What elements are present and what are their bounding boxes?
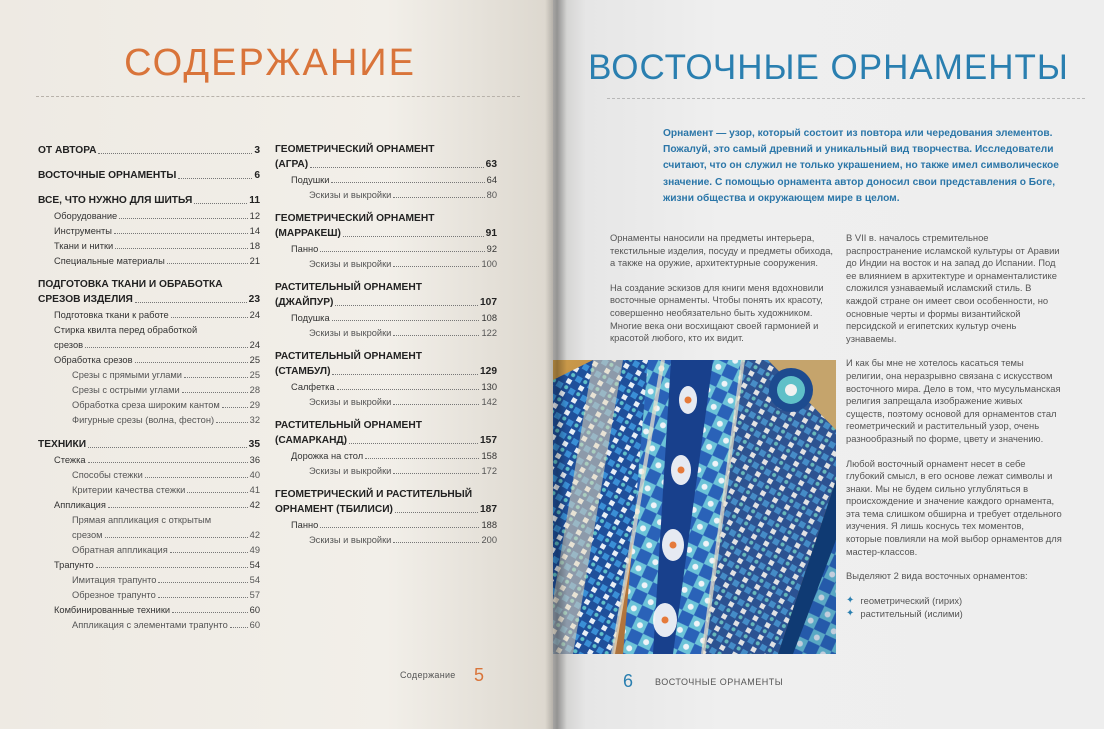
toc-entry[interactable] (275, 309, 497, 324)
toc-leader-dots (393, 473, 479, 474)
toc-page-number: 23 (248, 294, 260, 305)
toc-page-number: 24 (249, 340, 260, 350)
title-divider (36, 96, 520, 97)
toc-entry-title: РАСТИТЕЛЬНЫЙ ОРНАМЕНТ (275, 351, 422, 362)
toc-page-number: 188 (481, 520, 497, 530)
toc-entry[interactable] (275, 142, 497, 156)
toc-entry[interactable] (38, 277, 260, 291)
toc-gap (38, 182, 260, 192)
text-column-a (610, 232, 836, 357)
toc-column-1 (38, 142, 260, 631)
toc-entry-title: ВСЕ, ЧТО НУЖНО ДЛЯ ШИТЬЯ (38, 195, 193, 206)
toc-entry-title: Оборудование (54, 211, 118, 221)
toc-page-number: 12 (249, 211, 260, 221)
toc-entry[interactable] (275, 211, 497, 225)
paragraph: В VII в. началось стремительное распространение исламской культуры от Аравии до Индии на восток и на запад до Испании. Под ее влиянием в архитектуре и орнаменталистике сложился узнаваемый исламский стиль. В каждой стране он имеет свои особенности, но основные черты и формы византийской персидской и египетских культур очень узнаваемы. (846, 232, 1060, 344)
toc-leader-dots (320, 251, 484, 252)
toc-leader-dots (108, 507, 248, 508)
toc-page-number: 32 (249, 415, 260, 425)
toc-entry-title: Подготовка ткани к работе (54, 310, 169, 320)
toc-entry-title: РАСТИТЕЛЬНЫЙ ОРНАМЕНТ (275, 282, 422, 293)
toc-entry-title: Комбинированные техники (54, 605, 171, 615)
toc-entry-title: Эскизы и выкройки (309, 535, 392, 545)
toc-page-number: 35 (248, 439, 260, 450)
toc-entry[interactable] (38, 366, 260, 381)
toc-entry-title: (СТАМБУЛ) (275, 366, 331, 377)
footer-section-label: ВОСТОЧНЫЕ ОРНАМЕНТЫ (655, 677, 784, 687)
toc-entry-title: Салфетка (291, 382, 335, 392)
toc-entry-title: Аппликация (54, 500, 106, 510)
toc-entry-title: ПОДГОТОВКА ТКАНИ И ОБРАБОТКА (38, 279, 223, 290)
toc-entry[interactable] (38, 436, 260, 451)
toc-leader-dots (114, 233, 248, 234)
toc-leader-dots (182, 392, 248, 393)
toc-page-number: 11 (249, 195, 260, 206)
toc-leader-dots (115, 248, 247, 249)
toc-gap (275, 201, 497, 211)
toc-entry[interactable] (38, 321, 260, 336)
toc-entry[interactable] (38, 586, 260, 601)
toc-entry[interactable] (38, 616, 260, 631)
toc-entry[interactable] (38, 526, 260, 541)
toc-entry[interactable] (275, 255, 497, 270)
toc-leader-dots (135, 362, 248, 363)
list-item-label: растительный (ислими) (860, 608, 963, 620)
toc-entry-title: СРЕЗОВ ИЗДЕЛИЯ (38, 294, 133, 305)
toc-page-number: 63 (485, 159, 497, 170)
toc-entry-title: Фигурные срезы (волна, фестон) (72, 415, 215, 425)
toc-entry[interactable] (38, 541, 260, 556)
toc-entry[interactable] (38, 511, 260, 526)
toc-gap (275, 339, 497, 349)
toc-leader-dots (194, 203, 247, 204)
toc-page-number: 91 (485, 228, 497, 239)
toc-page-number: 3 (254, 145, 260, 156)
toc-leader-dots (170, 552, 248, 553)
toc-leader-dots (145, 477, 248, 478)
toc-entry-title: ТЕХНИКИ (38, 439, 87, 450)
toc-page-number: 187 (480, 504, 497, 515)
toc-entry-title: (АГРА) (275, 159, 309, 170)
toc-entry[interactable] (275, 393, 497, 408)
toc-entry-title: Специальные материалы (54, 256, 165, 266)
toc-page-number: 60 (249, 620, 260, 630)
toc-entry-title: ОТ АВТОРА (38, 145, 97, 156)
toc-entry-title: Подушка (291, 313, 330, 323)
toc-page-number: 18 (249, 241, 260, 251)
toc-leader-dots (187, 492, 247, 493)
toc-page-number: 54 (249, 575, 260, 585)
toc-leader-dots (98, 153, 252, 154)
toc-entry-title: Инструменты (54, 226, 112, 236)
page-number-right: 6 (623, 671, 634, 691)
toc-entry[interactable] (275, 294, 497, 309)
toc-page-number: 49 (249, 545, 260, 555)
toc-gap (38, 157, 260, 167)
toc-entry-title: Стирка квилта перед обработкой (54, 325, 198, 335)
toc-leader-dots (332, 374, 478, 375)
toc-leader-dots (393, 335, 479, 336)
toc-leader-dots (158, 582, 247, 583)
toc-page-number: 29 (249, 400, 260, 410)
toc-entry[interactable] (38, 556, 260, 571)
footer-section-label: Содержание (400, 670, 456, 680)
toc-page-number: 107 (480, 297, 497, 308)
toc-gap (38, 267, 260, 277)
toc-entry-title: (САМАРКАНД) (275, 435, 348, 446)
toc-page-number: 129 (480, 366, 497, 377)
toc-page-number: 42 (249, 530, 260, 540)
toc-leader-dots (167, 263, 248, 264)
toc-entry[interactable] (275, 225, 497, 240)
toc-entry[interactable] (38, 252, 260, 267)
toc-entry[interactable] (275, 156, 497, 171)
toc-entry-title: срезов (54, 340, 84, 350)
star-bullet-icon: ✦ (846, 608, 855, 620)
toc-entry-title: Эскизы и выкройки (309, 397, 392, 407)
toc-entry[interactable] (38, 336, 260, 351)
toc-page-number: 142 (481, 397, 497, 407)
toc-page-number: 92 (486, 244, 497, 254)
toc-page-number: 41 (249, 485, 260, 495)
list-item (846, 595, 1062, 608)
toc-page-number: 108 (481, 313, 497, 323)
toc-entry[interactable] (275, 280, 497, 294)
toc-entry-title: Панно (291, 244, 319, 254)
toc-entry[interactable] (275, 240, 497, 255)
list-item-label: геометрический (гирих) (860, 594, 963, 606)
toc-page-number: 80 (486, 190, 497, 200)
toc-entry-title: Эскизы и выкройки (309, 259, 392, 269)
toc-entry[interactable] (38, 306, 260, 321)
toc-leader-dots (393, 266, 479, 267)
toc-page-number: 122 (481, 328, 497, 338)
toc-entry[interactable] (275, 487, 497, 501)
toc-entry-title: Эскизы и выкройки (309, 328, 392, 338)
toc-entry-title: Эскизы и выкройки (309, 466, 392, 476)
toc-leader-dots (85, 347, 248, 348)
toc-entry-title: ГЕОМЕТРИЧЕСКИЙ ОРНАМЕНТ (275, 213, 435, 224)
toc-entry-title: Эскизы и выкройки (309, 190, 392, 200)
toc-entry-title: Прямая аппликация с открытым (72, 515, 212, 525)
toc-page-number: 25 (249, 370, 260, 380)
toc-page-number: 28 (249, 385, 260, 395)
mosaic-photo (553, 360, 836, 654)
page-right-ornaments (553, 0, 1104, 729)
toc-entry-title: Подушки (291, 175, 330, 185)
toc-entry-title: Срезы с острыми углами (72, 385, 180, 395)
toc-page-number: 24 (249, 310, 260, 320)
toc-entry[interactable] (38, 291, 260, 306)
toc-leader-dots (395, 512, 478, 513)
toc-page-number: 57 (249, 590, 260, 600)
toc-entry-title: ГЕОМЕТРИЧЕСКИЙ И РАСТИТЕЛЬНЫЙ (275, 489, 473, 500)
toc-page-number: 172 (481, 466, 497, 476)
toc-entry[interactable] (38, 222, 260, 237)
toc-leader-dots (230, 627, 248, 628)
ornament-types-list (846, 595, 1062, 621)
toc-entry-title: (ДЖАЙПУР) (275, 297, 334, 308)
toc-entry[interactable] (275, 418, 497, 432)
toc-page-number: 200 (481, 535, 497, 545)
toc-page-number: 21 (249, 256, 260, 266)
star-bullet-icon: ✦ (846, 594, 855, 606)
toc-page-number: 64 (486, 175, 497, 185)
toc-leader-dots (349, 443, 478, 444)
intro-paragraph: Орнамент — узор, который состоит из повтора или чередования элементов. Пожалуй, это самый древний и уникальный вид творчества. Исследователи считают, что он служил не только украшением, но также имел символическое значение. С помощью орнамента автор доносил свои представления о Боге, жизни общества и окружающем мире в целом. (663, 128, 1059, 204)
toc-page-number: 42 (249, 500, 260, 510)
toc-leader-dots (337, 389, 480, 390)
toc-leader-dots (332, 320, 480, 321)
toc-entry[interactable] (275, 363, 497, 378)
toc-entry-title: Панно (291, 520, 319, 530)
toc-entry-title: РАСТИТЕЛЬНЫЙ ОРНАМЕНТ (275, 420, 422, 431)
page-number-left: 5 (474, 665, 485, 685)
toc-leader-dots (365, 458, 479, 459)
toc-entry-title: ОРНАМЕНТ (ТБИЛИСИ) (275, 504, 393, 515)
toc-entry-title: Критерии качества стежки (72, 485, 186, 495)
toc-entry[interactable] (38, 167, 260, 182)
toc-entry-title: Обратная аппликация (72, 545, 168, 555)
toc-entry[interactable] (275, 462, 497, 477)
toc-leader-dots (105, 537, 248, 538)
toc-entry-title: (МАРРАКЕШ) (275, 228, 341, 239)
toc-entry[interactable] (275, 378, 497, 393)
toc-leader-dots (172, 612, 248, 613)
toc-entry[interactable] (38, 601, 260, 616)
toc-leader-dots (96, 567, 248, 568)
toc-leader-dots (158, 597, 248, 598)
toc-page-number: 100 (481, 259, 497, 269)
toc-entry-title: Аппликация с элементами трапунто (72, 620, 228, 630)
toc-entry-title: Трапунто (54, 560, 94, 570)
toc-entry-title: Срезы с прямыми углами (72, 370, 183, 380)
toc-entry[interactable] (275, 432, 497, 447)
paragraph: Любой восточный орнамент несет в себе глубокий смысл, в его основе лежат символы и знаки. Мы не будем сильно углубляться в происхождение и значение каждого орнамента, эта тема слишком обширна и требует отдельного изучения. Я лишь коснусь тех моментов, которые повлияли на мой выбор орнаментов для мастер-классов. (846, 457, 1062, 557)
paragraph: Выделяют 2 вида восточных орнаментов: (846, 570, 1028, 582)
toc-leader-dots (343, 236, 484, 237)
toc-gap (275, 408, 497, 418)
toc-page-number: 14 (249, 226, 260, 236)
toc-entry[interactable] (38, 351, 260, 366)
toc-page-number: 6 (254, 170, 260, 181)
toc-entry-title: Обработка среза широким кантом (72, 400, 220, 410)
toc-leader-dots (184, 377, 248, 378)
toc-gap (275, 477, 497, 487)
toc-leader-dots (393, 404, 479, 405)
toc-leader-dots (88, 447, 247, 448)
book-gutter (545, 0, 567, 729)
text-column-b (846, 232, 1062, 622)
toc-leader-dots (178, 178, 252, 179)
paragraph: На создание эскизов для книги меня вдохновили восточные орнаменты. Чтобы понять их красоту, совершенно необязательно быть художником. Многие века они восхищают своей гармонией и красотой любого, кто их видит. (610, 281, 824, 344)
toc-entry-title: Имитация трапунто (72, 575, 157, 585)
toc-leader-dots (331, 182, 484, 183)
list-item (846, 608, 1062, 621)
toc-page-number: 40 (249, 470, 260, 480)
toc-page-number: 158 (481, 451, 497, 461)
toc-entry-title: Обработка срезов (54, 355, 133, 365)
toc-leader-dots (119, 218, 247, 219)
toc-column-2 (275, 142, 497, 546)
toc-entry-title: Ткани и нитки (54, 241, 114, 251)
toc-entry[interactable] (38, 237, 260, 252)
toc-entry[interactable] (275, 501, 497, 516)
toc-entry[interactable] (38, 207, 260, 222)
toc-gap (38, 426, 260, 436)
toc-entry[interactable] (275, 531, 497, 546)
toc-leader-dots (222, 407, 248, 408)
toc-entry[interactable] (275, 349, 497, 363)
title-divider (607, 98, 1085, 99)
toc-leader-dots (393, 197, 484, 198)
toc-entry[interactable] (275, 324, 497, 339)
toc-entry[interactable] (38, 481, 260, 496)
toc-entry[interactable] (38, 381, 260, 396)
toc-entry[interactable] (38, 571, 260, 586)
toc-leader-dots (393, 542, 479, 543)
toc-entry-title: Способы стежки (72, 470, 143, 480)
toc-page-number: 36 (249, 455, 260, 465)
toc-page-number: 130 (481, 382, 497, 392)
toc-leader-dots (88, 462, 248, 463)
toc-gap (275, 270, 497, 280)
toc-entry[interactable] (275, 516, 497, 531)
toc-entry[interactable] (38, 192, 260, 207)
toc-leader-dots (310, 167, 483, 168)
toc-entry-title: ВОСТОЧНЫЕ ОРНАМЕНТЫ (38, 170, 177, 181)
toc-leader-dots (320, 527, 479, 528)
toc-page-number: 54 (249, 560, 260, 570)
toc-page-number: 60 (249, 605, 260, 615)
toc-entry-title: Стежка (54, 455, 86, 465)
contents-title: СОДЕРЖАНИЕ (124, 42, 416, 84)
toc-entry[interactable] (275, 186, 497, 201)
toc-entry-title: ГЕОМЕТРИЧЕСКИЙ ОРНАМЕНТ (275, 144, 435, 155)
toc-entry[interactable] (38, 411, 260, 426)
toc-leader-dots (135, 302, 247, 303)
toc-page-number: 25 (249, 355, 260, 365)
toc-leader-dots (171, 317, 248, 318)
toc-entry[interactable] (38, 496, 260, 511)
toc-entry[interactable] (275, 171, 497, 186)
toc-entry[interactable] (38, 466, 260, 481)
toc-entry[interactable] (38, 396, 260, 411)
toc-page-number: 157 (480, 435, 497, 446)
toc-entry-title: срезом (72, 530, 103, 540)
toc-entry-title: Дорожка на стол (291, 451, 364, 461)
toc-entry[interactable] (275, 447, 497, 462)
chapter-title: ВОСТОЧНЫЕ ОРНАМЕНТЫ (588, 48, 1069, 87)
toc-leader-dots (216, 422, 248, 423)
toc-entry[interactable] (38, 142, 260, 157)
toc-entry[interactable] (38, 451, 260, 466)
toc-leader-dots (335, 305, 478, 306)
toc-entry-title: Обрезное трапунто (72, 590, 156, 600)
paragraph: Орнаменты наносили на предметы интерьера, текстильные изделия, посуду и предметы обихода, а также на оружие, архитектурные сооружения. (610, 232, 834, 269)
paragraph: И как бы мне не хотелось касаться темы религии, она неразрывно связана с искусством восточного мира. Дело в том, что мусульманская религия запрещала изображение живых существ, поэтому основой для орнаментов стал геометрический и растительный узор, очень разнообразный по форме, цвету и значению. (846, 357, 1061, 444)
